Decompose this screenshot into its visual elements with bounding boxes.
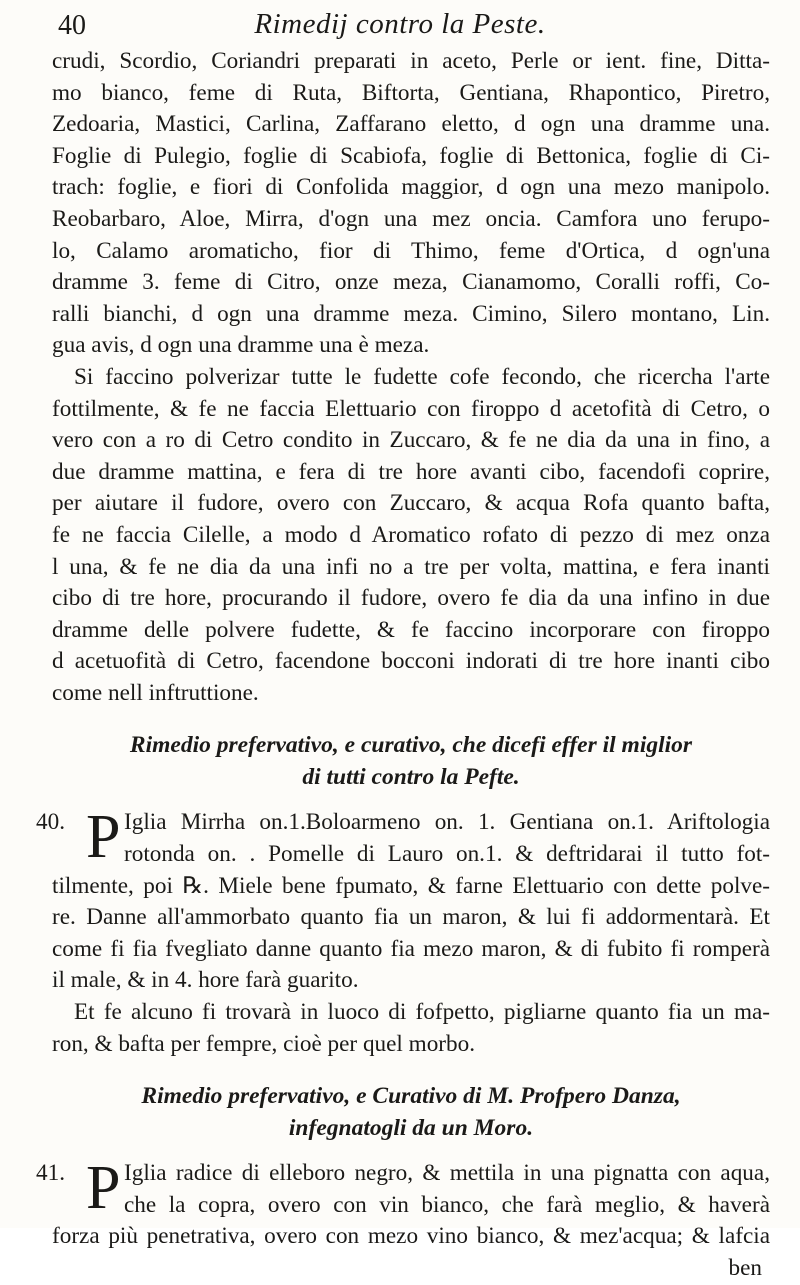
section-heading: Rimedio prefervativo, e Curativo di M. Profpero Danza, xyxy=(141,1083,681,1110)
catchword: ben xyxy=(728,1255,762,1281)
text-line: Iglia Mirrha on.1.Boloarmeno on. 1. Gentiana on.1. Ariftologia xyxy=(124,809,770,836)
text-line: Et fe alcuno fi trovarà in luoco di fofpetto, pigliarne quanto fia un ma- xyxy=(74,999,770,1026)
paragraph-40 xyxy=(36,803,770,1060)
section-heading: infegnatogli da un Moro. xyxy=(288,1115,534,1142)
text-line: per aiutare il fudore, overo con Zuccaro, & acqua Rofa quanto bafta, xyxy=(52,490,770,517)
page-header xyxy=(0,4,800,44)
text-line: Foglie di Pulegio, foglie di Scabiofa, foglie di Bettonica, foglie di Ci- xyxy=(52,142,770,169)
text-line: che la copra, overo con vin bianco, che farà meglio, & haverà xyxy=(124,1191,770,1218)
section-heading: di tutti contro la Pefte. xyxy=(302,764,520,791)
section-recipe-continuation xyxy=(52,46,770,709)
text-line: fottilmente, & fe ne faccia Elettuario con firoppo d acetofità di Cetro, o xyxy=(52,395,770,422)
paragraph-41 xyxy=(36,1154,770,1284)
drop-cap: P xyxy=(86,1154,121,1223)
text-line: re. Danne all'ammorbato quanto fia un maron, & lui fi addormentarà. Et xyxy=(52,904,770,931)
text-line: fe ne faccia Cilelle, a modo d Aromatico rofato di pezzo di mez onza xyxy=(52,521,770,548)
running-title: Rimedij contro la Peste. xyxy=(254,8,546,40)
text-line: due dramme mattina, e fera di tre hore avanti cibo, facendofi coprire, xyxy=(52,458,770,485)
text-line: lo, Calamo aromaticho, fior di Thimo, feme d'Ortica, d ogn'una xyxy=(52,237,770,264)
text-line: forza più penetrativa, overo con mezo vino bianco, & mez'acqua; & lafcia xyxy=(52,1223,770,1250)
text-line: Zedoaria, Mastici, Carlina, Zaffarano eletto, d ogn una dramme una. xyxy=(52,111,770,138)
text-line: ralli bianchi, d ogn una dramme meza. Cimino, Silero montano, Lin. xyxy=(52,300,770,327)
paragraph-number: 40. xyxy=(36,809,65,836)
section-heading: Rimedio prefervativo, e curativo, che dicefi effer il miglior xyxy=(129,732,693,759)
text-line: il male, & in 4. hore farà guarito. xyxy=(52,967,359,994)
text-line: come nell inftruttione. xyxy=(52,679,259,706)
text-line: l una, & fe ne dia da una infi no a tre per volta, mattina, e fera inanti xyxy=(52,553,770,580)
text-line: tilmente, poi ℞. Miele bene fpumato, & farne Elettuario con dette polve- xyxy=(52,872,770,899)
text-block xyxy=(36,46,770,1285)
text-line: Iglia radice di elleboro negro, & mettila in una pignatta con aqua, xyxy=(124,1160,770,1187)
text-line: crudi, Scordio, Coriandri preparati in aceto, Perle or ient. fine, Ditta- xyxy=(52,48,770,74)
text-line: rotonda on. . Pomelle di Lauro on.1. & deftridarai il tutto fot- xyxy=(124,841,770,868)
text-line: ron, & bafta per fempre, cioè per quel morbo. xyxy=(52,1030,476,1057)
text-line: Si faccino polverizar tutte le fudette cofe fecondo, che ricercha l'arte xyxy=(74,363,770,390)
text-line: vero con a ro di Cetro condito in Zuccaro, & fe ne dia da una in fino, a xyxy=(52,427,770,454)
page-number: 40 xyxy=(58,10,86,41)
text-line: cibo di tre hore, procurando il fudore, overo fe dia da una infino in due xyxy=(52,585,770,612)
text-line: dramme delle polvere fudette, & fe faccino incorporare con firoppo xyxy=(52,616,770,643)
paragraph-number: 41. xyxy=(36,1160,65,1187)
text-line: come fi fia fvegliato danne quanto fia mezo maron, & di fubito fi romperà xyxy=(52,935,770,962)
drop-cap: P xyxy=(86,803,121,872)
text-line: dramme 3. feme di Citro, onze meza, Cianamomo, Coralli roffi, Co- xyxy=(52,269,770,296)
text-line: gua avis, d ogn una dramme una è meza. xyxy=(52,332,430,359)
text-line: d acetuofità di Cetro, facendone bocconi indorati di tre hore inanti cibo xyxy=(52,648,770,675)
text-line: mo bianco, feme di Ruta, Biftorta, Gentiana, Rhapontico, Piretro, xyxy=(52,79,770,106)
text-line: Reobarbaro, Aloe, Mirra, d'ogn una mez oncia. Camfora uno ferupo- xyxy=(52,205,770,232)
text-line: trach: foglie, e fiori di Confolida maggior, d ogn una mezo manipolo. xyxy=(52,174,770,201)
